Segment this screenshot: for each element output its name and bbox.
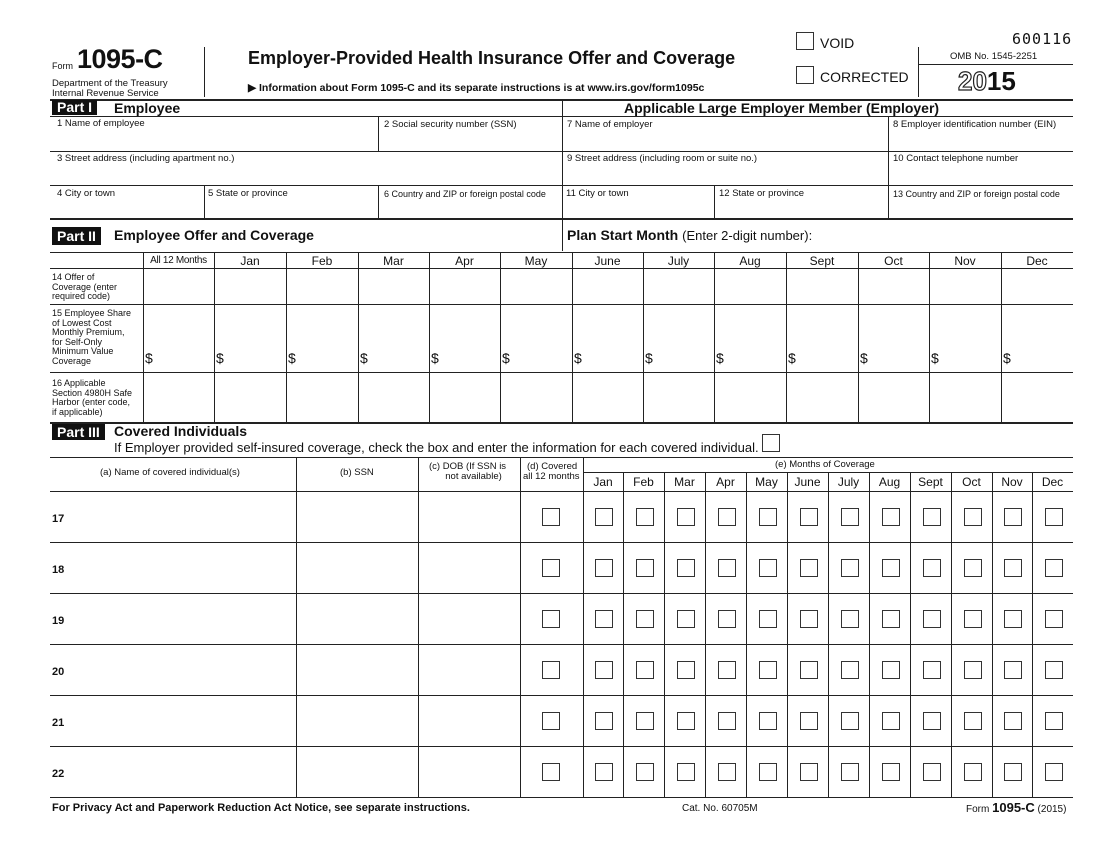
coverage-month-checkbox[interactable] — [636, 559, 654, 577]
dollar-sign: $ — [860, 350, 868, 366]
month-header-10: Oct — [884, 254, 903, 268]
employee-name-input[interactable] — [51, 131, 376, 150]
employer-title: Applicable Large Employer Member (Employer) — [624, 100, 940, 116]
line-15-input-2[interactable] — [287, 305, 357, 372]
coverage-month-checkbox[interactable] — [1004, 763, 1022, 781]
line-14-input-2[interactable] — [287, 269, 357, 304]
coverage-month-header-3: Mar — [674, 475, 695, 489]
line-16-input-8[interactable] — [715, 373, 785, 422]
tax-year — [958, 66, 1016, 97]
coverage-month-header-6: June — [794, 475, 821, 489]
line-15-text: for Self-Only — [52, 336, 103, 347]
coverage-month-checkbox[interactable] — [800, 559, 818, 577]
line-14-input-10[interactable] — [859, 269, 928, 304]
coverage-month-checkbox[interactable] — [800, 712, 818, 730]
coverage-month-checkbox[interactable] — [882, 661, 900, 679]
col-d-line1: (d) Covered — [527, 461, 578, 472]
form-number: 1095-C — [77, 44, 163, 74]
coverage-month-checkbox[interactable] — [882, 508, 900, 526]
line-16-input-7[interactable] — [644, 373, 713, 422]
coverage-month-checkbox[interactable] — [1045, 763, 1063, 781]
coverage-month-header-12: Dec — [1041, 475, 1064, 489]
month-header-8: Aug — [739, 254, 761, 268]
line-15-input-3[interactable] — [359, 305, 428, 372]
employer-street-input[interactable] — [564, 166, 886, 184]
dollar-sign: $ — [1003, 350, 1011, 366]
month-header-2: Feb — [311, 254, 333, 268]
field-13-label: 13 Country and ZIP or foreign postal code — [893, 189, 1060, 199]
coverage-month-checkbox[interactable] — [718, 559, 736, 577]
line-15-input-1[interactable] — [215, 305, 285, 372]
col-c-line2: not available) — [445, 471, 502, 482]
year-prefix: 20 — [958, 66, 987, 96]
row-number: 22 — [52, 768, 65, 780]
coverage-month-checkbox[interactable] — [841, 610, 859, 628]
coverage-month-checkbox[interactable] — [841, 508, 859, 526]
month-header-3: Mar — [383, 254, 404, 268]
row-number: 17 — [52, 513, 65, 525]
row-number: 20 — [52, 666, 65, 678]
covered-name-input[interactable] — [51, 645, 294, 694]
coverage-month-checkbox[interactable] — [800, 508, 818, 526]
footer-form — [966, 800, 1066, 815]
line-14-input-5[interactable] — [501, 269, 571, 304]
dollar-sign: $ — [216, 350, 224, 366]
field-5-label: 5 State or province — [208, 188, 288, 199]
field-9-label: 9 Street address (including room or suite no.) — [567, 153, 758, 164]
dollar-sign: $ — [360, 350, 368, 366]
coverage-month-checkbox[interactable] — [1045, 559, 1063, 577]
coverage-month-checkbox[interactable] — [759, 610, 777, 628]
line-16-text: 16 Applicable — [52, 378, 106, 388]
line-14-input-9[interactable] — [787, 269, 857, 304]
month-header-9: Sept — [809, 254, 835, 268]
covered-all-12-checkbox[interactable] — [542, 559, 560, 577]
coverage-month-checkbox[interactable] — [923, 763, 941, 781]
covered-all-12-checkbox[interactable] — [542, 661, 560, 679]
coverage-month-checkbox[interactable] — [1004, 610, 1022, 628]
privacy-notice: For Privacy Act and Paperwork Reduction Act Notice, see separate instructions. — [52, 802, 470, 814]
plan-start-month — [567, 227, 812, 243]
col-a-header: (a) Name of covered individual(s) — [100, 467, 240, 478]
corrected-checkbox[interactable] — [796, 66, 814, 84]
coverage-month-checkbox[interactable] — [636, 661, 654, 679]
corrected-label: CORRECTED — [820, 69, 909, 85]
coverage-month-checkbox[interactable] — [636, 508, 654, 526]
footer-form-number: 1095-C — [992, 800, 1035, 815]
coverage-month-checkbox[interactable] — [759, 559, 777, 577]
line-14-input-11[interactable] — [930, 269, 1000, 304]
line-14-label — [52, 273, 117, 302]
line-14-input-7[interactable] — [644, 269, 713, 304]
row-number: 19 — [52, 615, 65, 627]
coverage-month-checkbox[interactable] — [677, 559, 695, 577]
coverage-month-checkbox[interactable] — [595, 508, 613, 526]
employer-name-input[interactable] — [564, 131, 886, 150]
field-10-label: 10 Contact telephone number — [893, 153, 1019, 164]
coverage-month-header-7: July — [837, 475, 860, 489]
employee-city-input[interactable] — [51, 200, 202, 217]
plan-start-input[interactable] — [816, 224, 876, 248]
footer-year: (2015) — [1037, 804, 1067, 815]
coverage-month-checkbox[interactable] — [718, 508, 736, 526]
coverage-month-checkbox[interactable] — [636, 712, 654, 730]
coverage-month-checkbox[interactable] — [882, 712, 900, 730]
coverage-month-checkbox[interactable] — [964, 712, 982, 730]
coverage-month-checkbox[interactable] — [841, 661, 859, 679]
covered-dob-input[interactable] — [420, 543, 518, 592]
void-label: VOID — [820, 35, 855, 51]
info-line: ▶ Information about Form 1095-C and its separate instructions is at www.irs.gov/form1095c — [248, 82, 705, 94]
field-6-label: 6 Country and ZIP or foreign postal code — [384, 189, 546, 199]
coverage-month-checkbox[interactable] — [1045, 661, 1063, 679]
line-14-text: 14 Offer of — [52, 272, 95, 282]
line-14-input-1[interactable] — [215, 269, 285, 304]
col-c-header — [429, 462, 506, 482]
coverage-month-header-9: Sept — [918, 475, 943, 489]
line-16-input-2[interactable] — [287, 373, 357, 422]
line-15-input-11[interactable] — [930, 305, 1000, 372]
plan-start-note: (Enter 2-digit number): — [682, 228, 813, 243]
line-14-input-3[interactable] — [359, 269, 428, 304]
col-b-header: (b) SSN — [340, 467, 374, 478]
line-15-input-9[interactable] — [787, 305, 857, 372]
form-code: 600116 — [1012, 30, 1073, 48]
coverage-month-header-8: Aug — [878, 475, 901, 489]
coverage-month-checkbox[interactable] — [923, 661, 941, 679]
covered-name-input[interactable] — [51, 543, 294, 592]
coverage-month-header-1: Jan — [593, 475, 613, 489]
line-16-text: if applicable) — [52, 406, 103, 417]
line-15-text: 15 Employee Share — [52, 308, 132, 318]
coverage-month-checkbox[interactable] — [882, 610, 900, 628]
line-15-text: Minimum Value — [52, 346, 114, 356]
month-header-6: June — [594, 254, 621, 268]
coverage-month-checkbox[interactable] — [677, 763, 695, 781]
void-checkbox[interactable] — [796, 32, 814, 50]
coverage-month-checkbox[interactable] — [923, 508, 941, 526]
month-header-5: May — [524, 254, 548, 268]
line-15-input-6[interactable] — [573, 305, 642, 372]
line-15-input-5[interactable] — [501, 305, 571, 372]
dollar-sign: $ — [288, 350, 296, 366]
dept-line2: Internal Revenue Service — [52, 88, 159, 99]
coverage-month-checkbox[interactable] — [800, 763, 818, 781]
coverage-month-checkbox[interactable] — [677, 610, 695, 628]
line-15-input-0[interactable] — [144, 305, 213, 372]
covered-all-12-checkbox[interactable] — [542, 712, 560, 730]
catalog-number: Cat. No. 60705M — [682, 803, 758, 814]
covered-name-input[interactable] — [51, 696, 294, 745]
dept-line1: Department of the Treasury — [52, 78, 168, 89]
dollar-sign: $ — [716, 350, 724, 366]
coverage-month-checkbox[interactable] — [964, 763, 982, 781]
covered-name-input[interactable] — [51, 594, 294, 643]
month-header-7: July — [667, 254, 690, 268]
coverage-month-checkbox[interactable] — [964, 508, 982, 526]
coverage-month-header-2: Feb — [633, 475, 654, 489]
covered-ssn-input[interactable] — [298, 645, 416, 694]
contact-phone-input[interactable] — [890, 166, 1072, 184]
omb-number: OMB No. 1545-2251 — [950, 51, 1038, 62]
month-header-12: Dec — [1026, 254, 1048, 268]
line-16-input-5[interactable] — [501, 373, 571, 422]
line-16-label — [52, 379, 132, 417]
employee-zip-input[interactable] — [380, 200, 560, 217]
coverage-month-checkbox[interactable] — [759, 763, 777, 781]
coverage-month-checkbox[interactable] — [964, 610, 982, 628]
coverage-month-checkbox[interactable] — [636, 763, 654, 781]
covered-ssn-input[interactable] — [298, 594, 416, 643]
covered-dob-input[interactable] — [420, 747, 518, 796]
line-16-input-3[interactable] — [359, 373, 428, 422]
field-8-label: 8 Employer identification number (EIN) — [893, 119, 1057, 130]
employer-zip-input[interactable] — [890, 200, 1072, 217]
part3-instruction: If Employer provided self-insured coverage, check the box and enter the information for each covered individual. — [114, 440, 759, 455]
coverage-month-checkbox[interactable] — [923, 610, 941, 628]
covered-dob-input[interactable] — [420, 594, 518, 643]
footer-form-word: Form — [966, 804, 990, 815]
line-16-text: Section 4980H Safe — [52, 387, 133, 398]
line-14-input-6[interactable] — [573, 269, 642, 304]
coverage-month-checkbox[interactable] — [1045, 508, 1063, 526]
field-2-label: 2 Social security number (SSN) — [384, 119, 517, 130]
line-14-input-0[interactable] — [144, 269, 213, 304]
coverage-month-checkbox[interactable] — [1004, 661, 1022, 679]
line-15-input-7[interactable] — [644, 305, 713, 372]
line-15-input-10[interactable] — [859, 305, 928, 372]
coverage-month-checkbox[interactable] — [841, 559, 859, 577]
part2-title: Employee Offer and Coverage — [114, 227, 314, 243]
dollar-sign: $ — [574, 350, 582, 366]
coverage-month-checkbox[interactable] — [595, 610, 613, 628]
field-12-label: 12 State or province — [719, 188, 805, 199]
employee-ssn-input[interactable] — [380, 131, 560, 150]
coverage-month-checkbox[interactable] — [718, 712, 736, 730]
line-16-input-0[interactable] — [144, 373, 213, 422]
line-16-input-9[interactable] — [787, 373, 857, 422]
covered-all-12-checkbox[interactable] — [542, 763, 560, 781]
coverage-month-checkbox[interactable] — [1045, 712, 1063, 730]
line-14-input-12[interactable] — [1002, 269, 1072, 304]
covered-all-12-checkbox[interactable] — [542, 610, 560, 628]
line-16-input-10[interactable] — [859, 373, 928, 422]
line-16-input-4[interactable] — [430, 373, 499, 422]
line-16-input-11[interactable] — [930, 373, 1000, 422]
coverage-month-checkbox[interactable] — [718, 610, 736, 628]
line-14-input-4[interactable] — [430, 269, 499, 304]
field-3-label: 3 Street address (including apartment no.) — [57, 153, 235, 164]
coverage-month-header-4: Apr — [716, 475, 735, 489]
coverage-month-checkbox[interactable] — [595, 712, 613, 730]
coverage-month-header-11: Nov — [1001, 475, 1023, 489]
coverage-month-checkbox[interactable] — [677, 661, 695, 679]
coverage-month-checkbox[interactable] — [636, 610, 654, 628]
form-word: Form — [52, 61, 73, 71]
part1-tag: Part I — [52, 100, 97, 115]
line-15-input-4[interactable] — [430, 305, 499, 372]
coverage-month-checkbox[interactable] — [1004, 559, 1022, 577]
covered-ssn-input[interactable] — [298, 696, 416, 745]
coverage-month-header-10: Oct — [962, 475, 981, 489]
coverage-month-checkbox[interactable] — [595, 559, 613, 577]
covered-all-12-checkbox[interactable] — [542, 508, 560, 526]
dollar-sign: $ — [788, 350, 796, 366]
covered-dob-input[interactable] — [420, 645, 518, 694]
dollar-sign: $ — [431, 350, 439, 366]
month-header-4: Apr — [455, 254, 474, 268]
self-insured-checkbox[interactable] — [762, 434, 780, 452]
line-15-text: of Lowest Cost — [52, 317, 112, 328]
plan-start-label: Plan Start Month — [567, 227, 679, 243]
line-16-input-6[interactable] — [573, 373, 642, 422]
coverage-month-checkbox[interactable] — [1004, 508, 1022, 526]
line-15-input-8[interactable] — [715, 305, 785, 372]
line-15-text: Monthly Premium, — [52, 327, 125, 337]
covered-dob-input[interactable] — [420, 696, 518, 745]
coverage-month-checkbox[interactable] — [964, 559, 982, 577]
field-1-label: 1 Name of employee — [57, 118, 145, 129]
month-header-11: Nov — [954, 254, 976, 268]
line-16-input-1[interactable] — [215, 373, 285, 422]
part2-tag: Part II — [52, 227, 101, 245]
coverage-month-checkbox[interactable] — [800, 610, 818, 628]
col-e-header: (e) Months of Coverage — [775, 459, 875, 470]
covered-name-input[interactable] — [51, 747, 294, 796]
employer-city-input[interactable] — [564, 200, 712, 217]
col-c-line1: (c) DOB (If SSN is — [429, 461, 507, 472]
line-14-text: required code) — [52, 291, 111, 301]
covered-ssn-input[interactable] — [298, 543, 416, 592]
coverage-month-checkbox[interactable] — [882, 763, 900, 781]
covered-ssn-input[interactable] — [298, 747, 416, 796]
coverage-month-checkbox[interactable] — [882, 559, 900, 577]
field-11-label: 11 City or town — [566, 188, 629, 199]
dollar-sign: $ — [502, 350, 510, 366]
employee-street-input[interactable] — [51, 166, 560, 184]
coverage-month-checkbox[interactable] — [595, 661, 613, 679]
coverage-month-checkbox[interactable] — [677, 508, 695, 526]
covered-ssn-input[interactable] — [298, 492, 416, 541]
employee-state-input[interactable] — [206, 200, 376, 217]
line-16-text: Harbor (enter code, — [52, 397, 131, 407]
coverage-month-checkbox[interactable] — [841, 763, 859, 781]
form-title: Employer-Provided Health Insurance Offer and Coverage — [248, 48, 736, 68]
coverage-month-checkbox[interactable] — [923, 712, 941, 730]
dollar-sign: $ — [645, 350, 653, 366]
coverage-month-checkbox[interactable] — [759, 661, 777, 679]
employer-state-input[interactable] — [716, 200, 886, 217]
field-7-label: 7 Name of employer — [567, 119, 653, 130]
coverage-month-checkbox[interactable] — [718, 661, 736, 679]
coverage-month-checkbox[interactable] — [964, 661, 982, 679]
coverage-month-checkbox[interactable] — [1004, 712, 1022, 730]
covered-name-input[interactable] — [51, 492, 294, 541]
row-number: 18 — [52, 564, 65, 576]
dollar-sign: $ — [145, 350, 153, 366]
line-15-text: Coverage — [52, 355, 92, 366]
coverage-month-checkbox[interactable] — [1045, 610, 1063, 628]
line-14-text: Coverage (enter — [52, 281, 118, 292]
month-header-1: Jan — [240, 254, 260, 268]
covered-dob-input[interactable] — [420, 492, 518, 541]
part3-tag: Part III — [52, 424, 105, 440]
month-header-all: All 12 Months — [150, 255, 207, 266]
line-15-label — [52, 309, 131, 366]
coverage-month-header-5: May — [755, 475, 778, 489]
coverage-month-checkbox[interactable] — [595, 763, 613, 781]
line-14-input-8[interactable] — [715, 269, 785, 304]
col-d-header — [523, 462, 580, 482]
coverage-month-checkbox[interactable] — [759, 712, 777, 730]
coverage-month-checkbox[interactable] — [923, 559, 941, 577]
year-suffix: 15 — [986, 66, 1016, 96]
dollar-sign: $ — [931, 350, 939, 366]
part1-title: Employee — [114, 100, 181, 116]
line-16-input-12[interactable] — [1002, 373, 1072, 422]
row-number: 21 — [52, 717, 65, 729]
coverage-month-checkbox[interactable] — [800, 661, 818, 679]
coverage-month-checkbox[interactable] — [841, 712, 859, 730]
part3-title: Covered Individuals — [114, 423, 248, 439]
coverage-month-checkbox[interactable] — [718, 763, 736, 781]
field-4-label: 4 City or town — [57, 188, 116, 199]
line-15-input-12[interactable] — [1002, 305, 1072, 372]
employer-ein-input[interactable] — [890, 131, 1072, 150]
coverage-month-checkbox[interactable] — [759, 508, 777, 526]
coverage-month-checkbox[interactable] — [677, 712, 695, 730]
col-d-line2: all 12 months — [523, 471, 580, 482]
